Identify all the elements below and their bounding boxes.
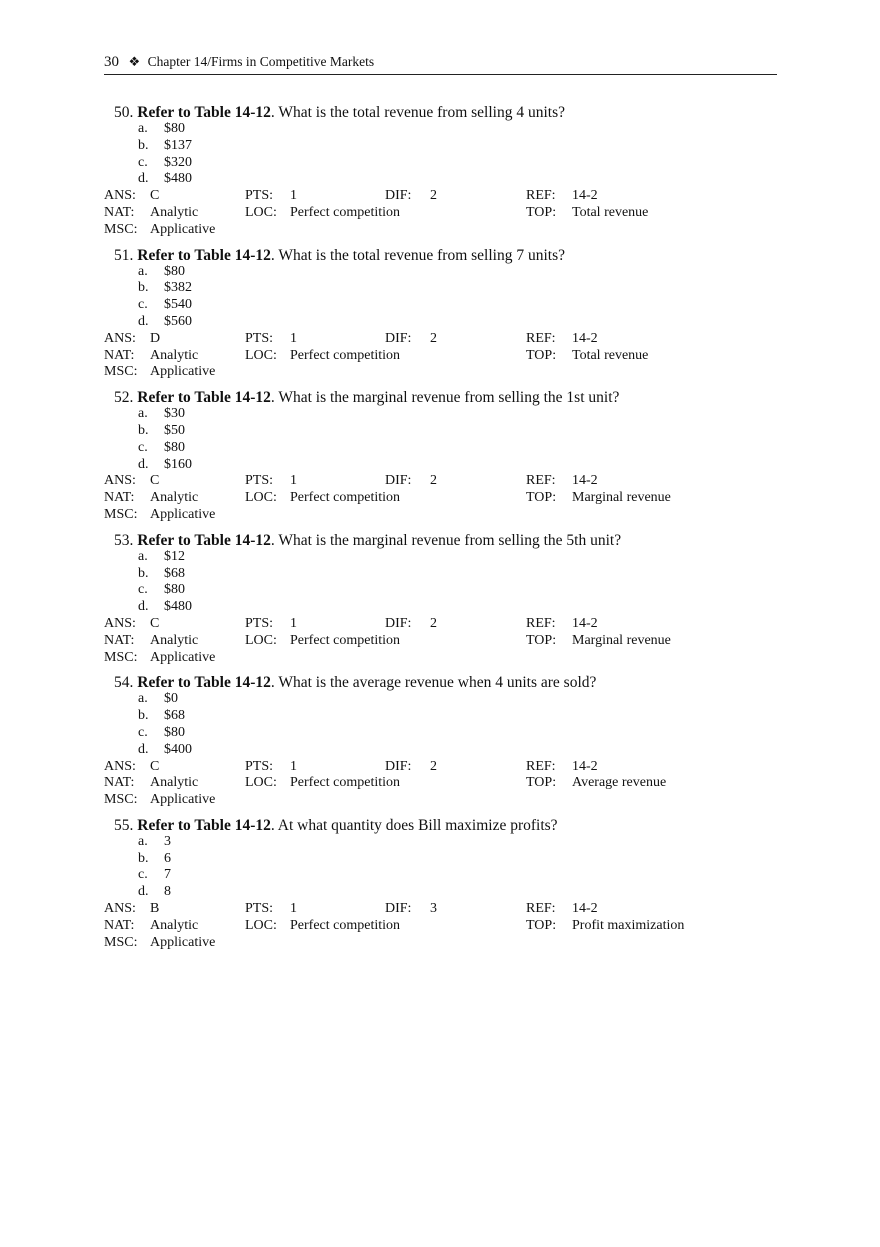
option-value: 3 [164, 833, 171, 849]
nat-label: NAT: [104, 917, 135, 933]
nat-label: NAT: [104, 490, 135, 506]
option-value: $382 [164, 280, 192, 296]
msc-label: MSC: [104, 934, 138, 950]
msc-label: MSC: [104, 792, 138, 808]
option-letter: b. [138, 708, 149, 724]
page-number: 30 [104, 54, 119, 70]
dif-value: 2 [430, 330, 437, 346]
option-letter: c. [138, 867, 148, 883]
pts-label: PTS: [245, 473, 274, 489]
page-header [104, 52, 777, 75]
msc-label: MSC: [104, 221, 138, 237]
top-value: Total revenue [572, 347, 649, 363]
question-table-ref: Refer to Table 14-12 [137, 104, 271, 121]
dif-value: 3 [430, 901, 437, 917]
pts-value: 1 [290, 758, 297, 774]
answer-option [104, 851, 784, 868]
top-label: TOP: [526, 632, 557, 648]
answer-option [104, 440, 784, 457]
answer-options [104, 406, 784, 473]
chapter-title: Chapter 14/Firms in Competitive Markets [147, 54, 375, 69]
answer-options [104, 691, 784, 758]
question-number: 51. [114, 246, 134, 264]
nat-value: Analytic [150, 347, 199, 363]
option-letter: b. [138, 565, 149, 581]
option-letter: b. [138, 280, 149, 296]
question-number: 54. [114, 674, 134, 692]
loc-value: Perfect competition [290, 917, 401, 933]
option-value: 8 [164, 884, 171, 900]
dif-label: DIF: [385, 758, 412, 774]
question-block [104, 247, 784, 382]
question-table-ref: Refer to Table 14-12 [137, 674, 271, 692]
question-number: 50. [114, 104, 134, 121]
diamond-icon: ❖ [128, 54, 141, 69]
question-table-ref: Refer to Table 14-12 [137, 816, 271, 834]
question-table-ref: Refer to Table 14-12 [137, 389, 271, 407]
question-number: 53. [114, 531, 134, 549]
answer-option [104, 725, 784, 742]
msc-value: Applicative [150, 506, 216, 522]
top-value: Average revenue [572, 775, 667, 791]
question-number: 52. [114, 389, 134, 407]
option-value: $160 [164, 456, 192, 472]
option-letter: a. [138, 406, 148, 422]
option-letter: d. [138, 884, 149, 900]
top-label: TOP: [526, 347, 557, 363]
answer-option [104, 155, 784, 172]
answer-options [104, 121, 784, 188]
option-value: $0 [164, 691, 178, 707]
answer-option [104, 884, 784, 901]
meta-row-answer [104, 188, 784, 205]
dif-value: 2 [430, 758, 437, 774]
option-letter: d. [138, 741, 149, 757]
pts-value: 1 [290, 473, 297, 489]
ref-value: 14-2 [572, 901, 598, 917]
question-stem [104, 389, 784, 406]
dif-value: 2 [430, 188, 437, 204]
answer-option [104, 708, 784, 725]
question-stem [104, 817, 784, 834]
top-label: TOP: [526, 917, 557, 933]
msc-label: MSC: [104, 364, 138, 380]
question-block [104, 532, 784, 667]
msc-value: Applicative [150, 649, 216, 665]
answer-option [104, 297, 784, 314]
question-stem [104, 532, 784, 549]
question-text: . What is the average revenue when 4 units are sold? [270, 674, 597, 692]
option-letter: d. [138, 599, 149, 615]
ref-value: 14-2 [572, 615, 598, 631]
nat-value: Analytic [150, 490, 199, 506]
question-text: . What is the marginal revenue from selling the 1st unit? [270, 389, 620, 407]
answer-option [104, 171, 784, 188]
meta-row-answer [104, 901, 784, 918]
option-letter: a. [138, 691, 148, 707]
ans-value: C [150, 473, 160, 489]
meta-row-msc [104, 935, 784, 952]
option-value: $80 [164, 121, 185, 136]
ans-value: C [150, 758, 160, 774]
ref-label: REF: [526, 615, 556, 631]
option-value: $320 [164, 154, 192, 170]
pts-value: 1 [290, 615, 297, 631]
dif-label: DIF: [385, 473, 412, 489]
answer-option [104, 691, 784, 708]
answer-options [104, 264, 784, 331]
question-stem [104, 247, 784, 264]
question-text: . What is the total revenue from selling 4 units? [270, 104, 566, 121]
option-letter: c. [138, 154, 148, 170]
question-number: 55. [114, 816, 134, 834]
ans-label: ANS: [104, 188, 136, 204]
msc-value: Applicative [150, 934, 216, 950]
question-table-ref: Refer to Table 14-12 [137, 531, 271, 549]
dif-value: 2 [430, 615, 437, 631]
nat-label: NAT: [104, 204, 135, 220]
loc-value: Perfect competition [290, 490, 401, 506]
ref-label: REF: [526, 473, 556, 489]
loc-value: Perfect competition [290, 632, 401, 648]
option-value: $480 [164, 171, 192, 187]
ref-label: REF: [526, 188, 556, 204]
option-letter: c. [138, 297, 148, 313]
option-letter: b. [138, 850, 149, 866]
question-text: . At what quantity does Bill maximize profits? [270, 816, 558, 834]
answer-option [104, 423, 784, 440]
option-value: 6 [164, 850, 171, 866]
dif-label: DIF: [385, 330, 412, 346]
meta-row-answer [104, 759, 784, 776]
msc-value: Applicative [150, 364, 216, 380]
option-letter: a. [138, 263, 148, 279]
option-value: $50 [164, 422, 185, 438]
pts-label: PTS: [245, 188, 274, 204]
ref-label: REF: [526, 758, 556, 774]
msc-value: Applicative [150, 792, 216, 808]
option-value: $80 [164, 724, 185, 740]
dif-value: 2 [430, 473, 437, 489]
ans-label: ANS: [104, 473, 136, 489]
pts-value: 1 [290, 901, 297, 917]
option-value: $560 [164, 313, 192, 329]
ans-label: ANS: [104, 615, 136, 631]
loc-label: LOC: [245, 204, 277, 220]
answer-option [104, 406, 784, 423]
nat-value: Analytic [150, 632, 199, 648]
meta-row-msc [104, 792, 784, 809]
option-letter: d. [138, 456, 149, 472]
nat-value: Analytic [150, 917, 199, 933]
option-letter: a. [138, 833, 148, 849]
option-value: $12 [164, 548, 185, 564]
answer-option [104, 867, 784, 884]
ans-value: D [150, 330, 161, 346]
meta-row-answer [104, 473, 784, 490]
option-value: $80 [164, 263, 185, 279]
option-letter: c. [138, 724, 148, 740]
answer-option [104, 280, 784, 297]
ref-value: 14-2 [572, 473, 598, 489]
ans-value: C [150, 188, 160, 204]
option-letter: a. [138, 548, 148, 564]
ref-label: REF: [526, 330, 556, 346]
nat-value: Analytic [150, 775, 199, 791]
answer-option [104, 599, 784, 616]
question-stem [104, 674, 784, 691]
option-value: 7 [164, 867, 171, 883]
answer-option [104, 264, 784, 281]
question-block [104, 674, 784, 809]
meta-row-msc [104, 650, 784, 667]
option-value: $540 [164, 297, 192, 313]
ans-label: ANS: [104, 901, 136, 917]
option-value: $137 [164, 137, 192, 153]
answer-option [104, 138, 784, 155]
answer-option [104, 549, 784, 566]
nat-label: NAT: [104, 347, 135, 363]
ans-label: ANS: [104, 330, 136, 346]
answer-option [104, 566, 784, 583]
ref-value: 14-2 [572, 188, 598, 204]
answer-option [104, 457, 784, 474]
option-value: $68 [164, 708, 185, 724]
dif-label: DIF: [385, 188, 412, 204]
top-value: Profit maximization [572, 917, 685, 933]
answer-option [104, 834, 784, 851]
loc-value: Perfect competition [290, 775, 401, 791]
top-value: Marginal revenue [572, 632, 671, 648]
pts-value: 1 [290, 330, 297, 346]
option-letter: a. [138, 121, 148, 136]
loc-value: Perfect competition [290, 204, 401, 220]
question-block [104, 389, 784, 524]
answer-options [104, 549, 784, 616]
option-letter: d. [138, 171, 149, 187]
option-letter: c. [138, 439, 148, 455]
pts-label: PTS: [245, 615, 274, 631]
meta-row-answer [104, 331, 784, 348]
loc-label: LOC: [245, 490, 277, 506]
nat-label: NAT: [104, 775, 135, 791]
msc-label: MSC: [104, 649, 138, 665]
option-value: $80 [164, 582, 185, 598]
ref-label: REF: [526, 901, 556, 917]
question-block [104, 104, 784, 239]
option-value: $68 [164, 565, 185, 581]
ans-value: C [150, 615, 160, 631]
option-letter: d. [138, 313, 149, 329]
answer-option [104, 742, 784, 759]
loc-label: LOC: [245, 775, 277, 791]
ans-value: B [150, 901, 160, 917]
nat-label: NAT: [104, 632, 135, 648]
pts-value: 1 [290, 188, 297, 204]
option-letter: b. [138, 422, 149, 438]
top-label: TOP: [526, 204, 557, 220]
option-letter: c. [138, 582, 148, 598]
meta-row-classification [104, 775, 784, 792]
option-letter: b. [138, 137, 149, 153]
meta-row-msc [104, 222, 784, 239]
answer-option [104, 314, 784, 331]
meta-row-msc [104, 364, 784, 381]
meta-row-answer [104, 616, 784, 633]
nat-value: Analytic [150, 204, 199, 220]
question-table-ref: Refer to Table 14-12 [137, 246, 271, 264]
option-value: $80 [164, 439, 185, 455]
ans-label: ANS: [104, 758, 136, 774]
top-value: Total revenue [572, 204, 649, 220]
pts-label: PTS: [245, 901, 274, 917]
msc-value: Applicative [150, 221, 216, 237]
top-value: Marginal revenue [572, 490, 671, 506]
top-label: TOP: [526, 490, 557, 506]
option-value: $480 [164, 599, 192, 615]
question-stem [104, 104, 784, 121]
top-label: TOP: [526, 775, 557, 791]
dif-label: DIF: [385, 615, 412, 631]
pts-label: PTS: [245, 758, 274, 774]
meta-row-classification [104, 205, 784, 222]
loc-label: LOC: [245, 632, 277, 648]
question-text: . What is the marginal revenue from selling the 5th unit? [270, 531, 622, 549]
meta-row-classification [104, 348, 784, 365]
option-value: $30 [164, 406, 185, 422]
option-value: $400 [164, 741, 192, 757]
question-block [104, 817, 784, 952]
answer-option [104, 582, 784, 599]
pts-label: PTS: [245, 330, 274, 346]
answer-option [104, 121, 784, 138]
loc-label: LOC: [245, 917, 277, 933]
meta-row-classification [104, 918, 784, 935]
meta-row-classification [104, 633, 784, 650]
question-list [104, 104, 784, 959]
meta-row-classification [104, 490, 784, 507]
meta-row-msc [104, 507, 784, 524]
loc-label: LOC: [245, 347, 277, 363]
msc-label: MSC: [104, 506, 138, 522]
ref-value: 14-2 [572, 330, 598, 346]
dif-label: DIF: [385, 901, 412, 917]
loc-value: Perfect competition [290, 347, 401, 363]
ref-value: 14-2 [572, 758, 598, 774]
answer-options [104, 834, 784, 901]
question-text: . What is the total revenue from selling 7 units? [270, 246, 566, 264]
